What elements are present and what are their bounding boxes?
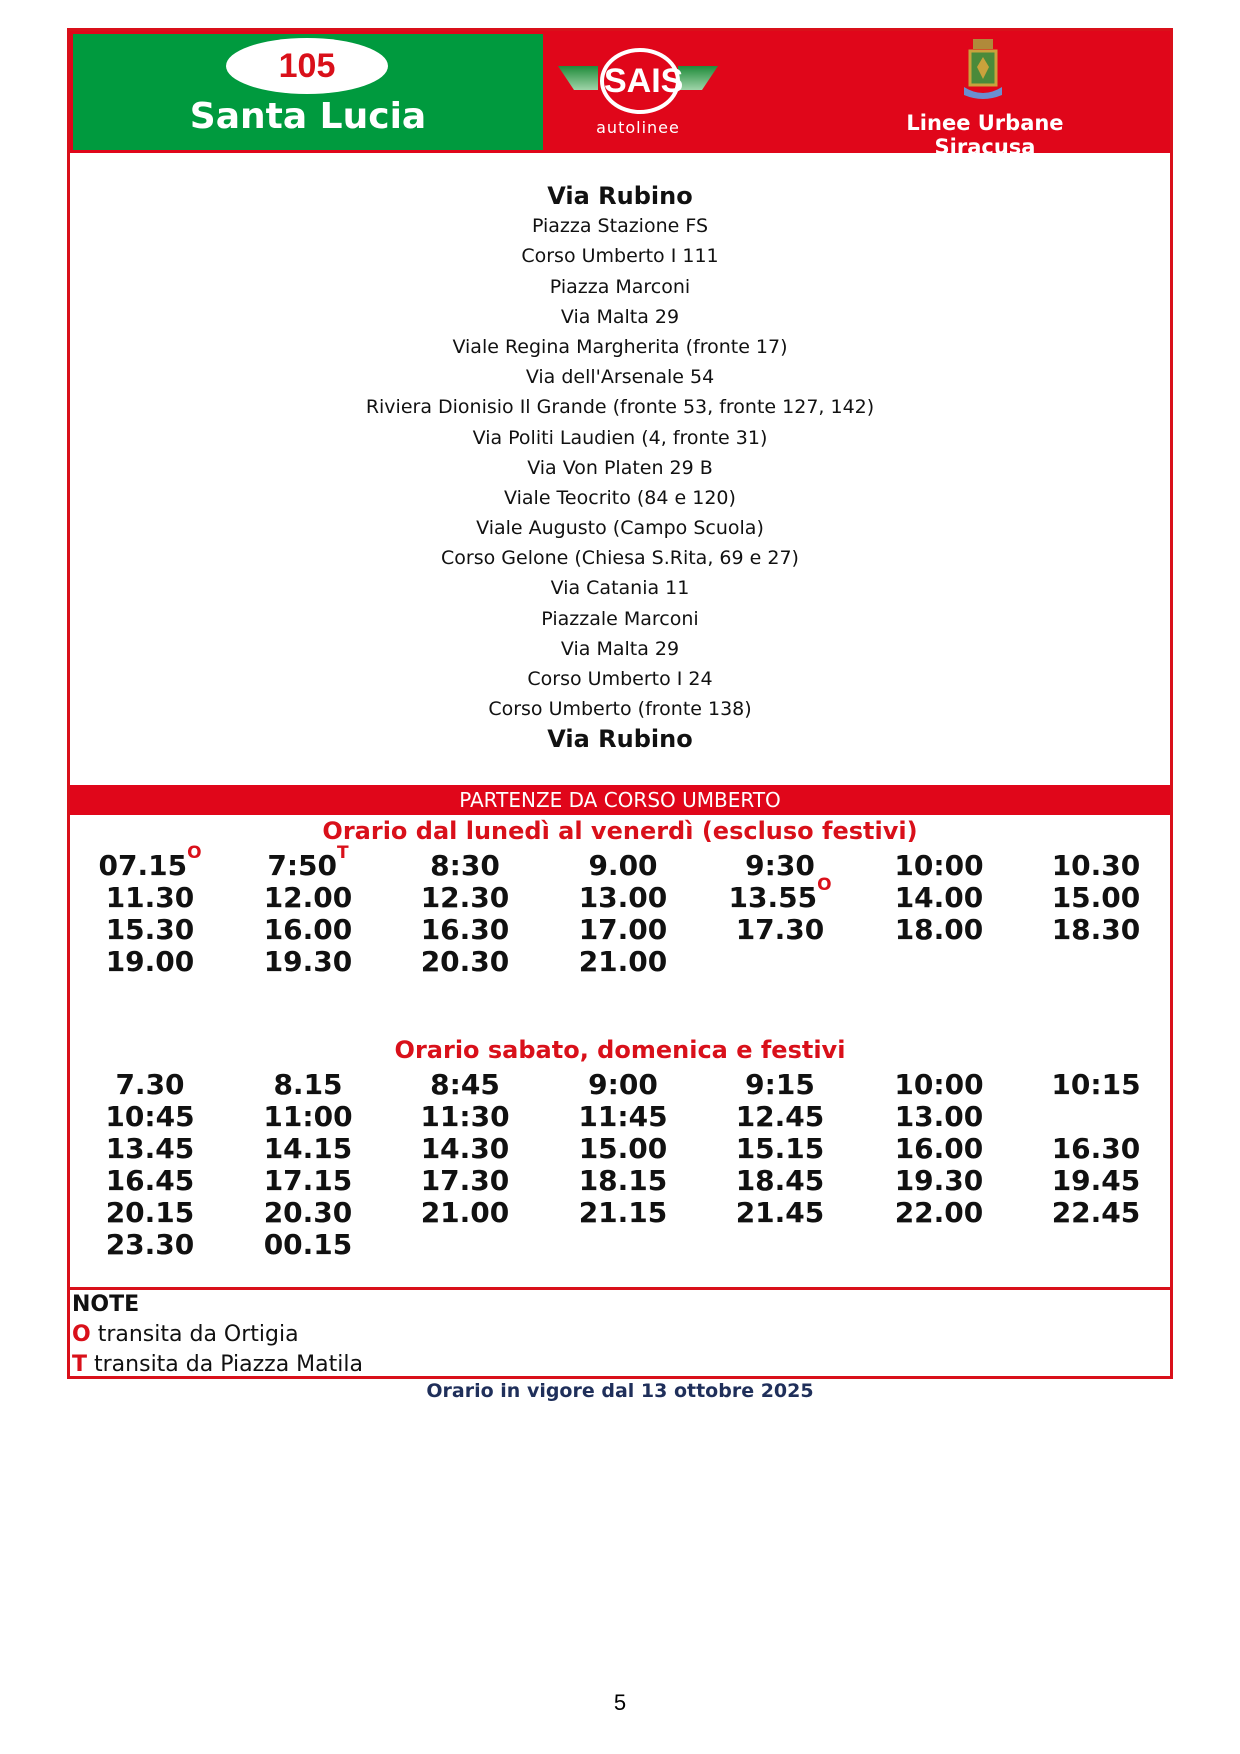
operator-sub: autolinee — [596, 118, 680, 137]
stop-item: Corso Umberto I 24 — [527, 668, 713, 690]
note-item: T transita da Piazza Matila — [72, 1352, 363, 1377]
time-row — [70, 843, 1170, 882]
departure-time: 12.45 — [735, 1100, 825, 1133]
departure-time: 16.30 — [420, 913, 510, 946]
time-row — [70, 1196, 1170, 1228]
departure-time: 15.00 — [1051, 881, 1141, 914]
departure-time: 14.15 — [263, 1132, 353, 1165]
departure-time: 17.30 — [420, 1164, 510, 1197]
stop-item: Via Rubino — [547, 182, 693, 210]
departure-time: 9:15 — [745, 1068, 815, 1101]
departure-time: 13.45 — [105, 1132, 195, 1165]
weekday-title: Orario dal lunedì al venerdì (escluso festivi) — [322, 817, 918, 845]
departure-time: 9.00 — [588, 849, 658, 882]
stop-item: Via Catania 11 — [550, 577, 690, 600]
departure-time: 20.30 — [420, 945, 510, 978]
departure-time: 17.30 — [735, 913, 825, 946]
departure-time: $7:50^T$ — [267, 843, 349, 882]
time-row — [70, 875, 1170, 914]
sais-logo-text: SAIS — [600, 48, 680, 114]
stop-item: Viale Regina Margherita (fronte 17) — [452, 335, 788, 358]
departure-time: 13.00 — [578, 881, 668, 914]
departure-time: 16.45 — [105, 1164, 195, 1197]
time-row — [70, 913, 1170, 945]
departure-time: 8.15 — [273, 1068, 343, 1101]
route-number: 105 — [226, 38, 388, 94]
page-number: 5 — [613, 1690, 627, 1715]
departure-time: 11:00 — [263, 1100, 353, 1133]
time-row — [70, 1132, 1170, 1164]
route-name: Santa Lucia — [189, 96, 427, 137]
stop-item: Piazza Stazione FS — [531, 215, 709, 238]
departure-time: 22.45 — [1051, 1196, 1141, 1229]
time-row — [70, 945, 1170, 977]
departure-time: 16.30 — [1051, 1132, 1141, 1165]
stop-item: Piazzale Marconi — [541, 607, 699, 630]
departure-time: $13.55^O$ — [728, 875, 832, 914]
departure-time: 15.15 — [735, 1132, 825, 1165]
stop-item: Via Rubino — [547, 725, 693, 754]
departure-time: 13.00 — [894, 1100, 984, 1133]
note-item: O transita da Ortigia — [72, 1322, 299, 1347]
note-marker: O — [187, 843, 202, 863]
time-row — [70, 1100, 1170, 1132]
departure-time: 8:30 — [430, 849, 500, 882]
stop-item: Via Politi Laudien (4, fronte 31) — [472, 426, 768, 449]
departure-time: 10:00 — [894, 1068, 984, 1101]
header — [70, 31, 1170, 159]
time-row — [70, 1164, 1170, 1196]
notes-title: NOTE — [72, 1292, 140, 1317]
departure-time: 23.30 — [105, 1228, 195, 1261]
stop-item: Via dell'Arsenale 54 — [525, 366, 715, 389]
city-label: Linee Urbane Siracusa — [906, 111, 1064, 159]
stop-item: Viale Augusto (Campo Scuola) — [476, 517, 764, 540]
stop-item: Via Malta 29 — [560, 305, 680, 328]
departure-time: 15.00 — [578, 1132, 668, 1165]
departure-time: 22.00 — [894, 1196, 984, 1229]
departure-time: 14.30 — [420, 1132, 510, 1165]
departure-time: 9:30 — [745, 849, 815, 882]
note-marker: O — [817, 875, 832, 895]
departure-time: 14.00 — [894, 881, 984, 914]
stop-item: Corso Umberto (fronte 138) — [488, 698, 752, 721]
departure-time: 19.30 — [263, 945, 353, 978]
departure-time: 10:15 — [1051, 1068, 1141, 1101]
departure-time: 16.00 — [894, 1132, 984, 1165]
departure-time: 21.00 — [420, 1196, 510, 1229]
departure-time: 00.15 — [263, 1228, 353, 1261]
departure-time: 11:30 — [420, 1100, 510, 1133]
stop-item: Riviera Dionisio Il Grande (fronte 53, fronte 127, 142) — [365, 396, 875, 419]
sais-logo — [558, 46, 718, 146]
departure-time: 11:45 — [578, 1100, 668, 1133]
departure-time: 18.45 — [735, 1164, 825, 1197]
wing-left-icon — [558, 66, 598, 90]
notes — [70, 1287, 1170, 1380]
departures-banner: PARTENZE DA CORSO UMBERTO — [70, 785, 1170, 815]
time-row — [70, 1228, 1170, 1260]
stop-item: Piazza Marconi — [549, 275, 691, 298]
departure-time: 18.00 — [894, 913, 984, 946]
stop-item: Via Malta 29 — [560, 637, 680, 660]
city-crest-icon — [958, 37, 1008, 103]
departure-time: 20.30 — [263, 1196, 353, 1229]
timetable-frame — [67, 28, 1173, 1379]
stop-item: Corso Gelone (Chiesa S.Rita, 69 e 27) — [441, 547, 799, 570]
departure-time: 9:00 — [588, 1068, 658, 1101]
departure-time: 12.30 — [420, 881, 510, 914]
stop-item: Viale Teocrito (84 e 120) — [504, 486, 736, 509]
departure-time: 21.15 — [578, 1196, 668, 1229]
time-row — [70, 1068, 1170, 1100]
departure-time: 19.00 — [105, 945, 195, 978]
departure-time: 17.15 — [263, 1164, 353, 1197]
departure-time: 7.30 — [115, 1068, 185, 1101]
departure-time: 19.30 — [894, 1164, 984, 1197]
departure-time: 17.00 — [578, 913, 668, 946]
departure-time: $07.15^O$ — [98, 843, 202, 882]
departure-time: 11.30 — [105, 881, 195, 914]
departure-time: 21.45 — [735, 1196, 825, 1229]
stop-list — [70, 181, 1170, 755]
departure-time: 20.15 — [105, 1196, 195, 1229]
departure-time: 19.45 — [1051, 1164, 1141, 1197]
validity-footer: Orario in vigore dal 13 ottobre 2025 — [426, 1380, 814, 1402]
wing-right-icon — [678, 66, 718, 90]
weekend-title: Orario sabato, domenica e festivi — [394, 1036, 846, 1064]
departure-time: 12.00 — [263, 881, 353, 914]
stop-item: Corso Umberto I 111 — [521, 245, 719, 268]
departure-time: 16.00 — [263, 913, 353, 946]
departure-time: 18.30 — [1051, 913, 1141, 946]
route-panel — [73, 34, 543, 150]
departure-time: 18.15 — [578, 1164, 668, 1197]
stop-item: Via Von Platen 29 B — [527, 456, 713, 479]
departure-time: 21.00 — [578, 945, 668, 978]
departure-time: 15.30 — [105, 913, 195, 946]
departure-time: 10:00 — [894, 849, 984, 882]
note-marker: T — [337, 843, 349, 863]
departure-time: 10.30 — [1051, 849, 1141, 882]
departure-time: 8:45 — [430, 1068, 500, 1101]
departure-time: 10:45 — [105, 1100, 195, 1133]
